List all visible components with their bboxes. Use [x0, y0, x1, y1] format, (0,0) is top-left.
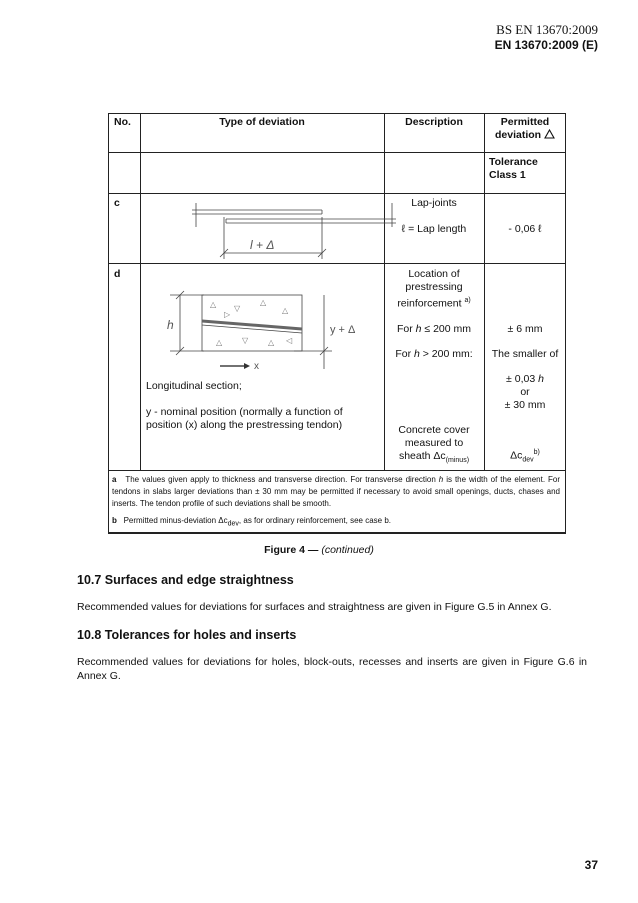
- prestressing-section-diagram: [164, 287, 384, 377]
- svg-text:▷: ▷: [224, 310, 231, 319]
- column-header-no: No.: [114, 116, 131, 128]
- permitted-cover-deviation: $\Delta c_{dev}^{b)}$: [510, 449, 540, 464]
- page-number: 37: [584, 858, 598, 872]
- row-c-number: c: [114, 197, 120, 209]
- section-10-8-text: Recommended values for deviations for holes, block-outs, recesses and inserts are given in Figure G.6 in Annex G.: [77, 656, 587, 682]
- svg-text:△: △: [210, 300, 217, 309]
- standard-code-english: EN 13670:2009 (E): [494, 38, 598, 52]
- column-header-permitted: Permitted deviation: [484, 116, 566, 142]
- svg-text:△: △: [216, 338, 223, 347]
- svg-text:▽: ▽: [234, 304, 241, 313]
- deviation-table: [108, 113, 566, 533]
- footnote-b: b Permitted minus-deviation $\Delta c_{dev}$, as for ordinary reinforcement, see case b.: [112, 516, 391, 528]
- column-header-type: Type of deviation: [219, 116, 305, 128]
- permitted-smaller-of: The smaller of: [491, 348, 559, 360]
- x-axis-label: x: [254, 361, 259, 372]
- condition-h-large: For h > 200 mm:: [395, 348, 473, 360]
- prestressing-description: Location of prestressing reinforcement $^{a)}$: [397, 268, 471, 310]
- condition-h-small: For h ≤ 200 mm: [396, 323, 472, 335]
- longitudinal-section-caption: Longitudinal section;: [146, 380, 242, 392]
- nominal-position-label: y + Δ: [330, 324, 356, 336]
- lap-joints-title: Lap-joints: [411, 197, 457, 209]
- nominal-position-note: y - nominal position (normally a function of position (x) along the prestressing tendon): [146, 406, 343, 431]
- lap-length-definition: ℓ = Lap length: [401, 223, 467, 235]
- figure-caption: Figure 4 — (continued): [264, 544, 374, 556]
- svg-text:△: △: [268, 338, 275, 347]
- footnote-a: a The values given apply to thickness and transverse direction. For transverse direction h is the width of the element. For tendons in slabs larger deviations than ± 30 mm may be permitted if necessary to avoid small openings, ducts, chases and inserts. The tendon profile of such deviations shall be smooth.: [112, 475, 561, 508]
- concrete-cover-description: Concrete cover measured to sheath $\Delta c_{(minus)}$: [398, 424, 470, 465]
- svg-text:△: △: [282, 306, 289, 315]
- row-c-permitted-value: - 0,06 ℓ: [508, 223, 542, 235]
- row-d-number: d: [114, 268, 121, 280]
- section-10-8-heading: 10.8 Tolerances for holes and inserts: [77, 628, 297, 642]
- tolerance-class-label: Tolerance Class 1: [489, 156, 538, 181]
- section-10-7-text: Recommended values for deviations for surfaces and straightness are given in Figure G.5 in Annex G.: [77, 601, 552, 613]
- permitted-6mm: ± 6 mm: [507, 323, 543, 335]
- svg-text:▽: ▽: [242, 336, 249, 345]
- column-header-description: Description: [405, 116, 463, 128]
- section-10-7-heading: 10.7 Surfaces and edge straightness: [77, 573, 294, 587]
- height-label: h: [167, 318, 174, 332]
- svg-text:◁: ◁: [286, 336, 293, 345]
- lap-length-label: l + Δ: [250, 238, 275, 252]
- permitted-options: ± 0,03 h or ± 30 mm: [504, 373, 546, 411]
- delta-icon: [544, 129, 555, 139]
- svg-text:△: △: [260, 298, 267, 307]
- standard-code: BS EN 13670:2009: [496, 22, 598, 37]
